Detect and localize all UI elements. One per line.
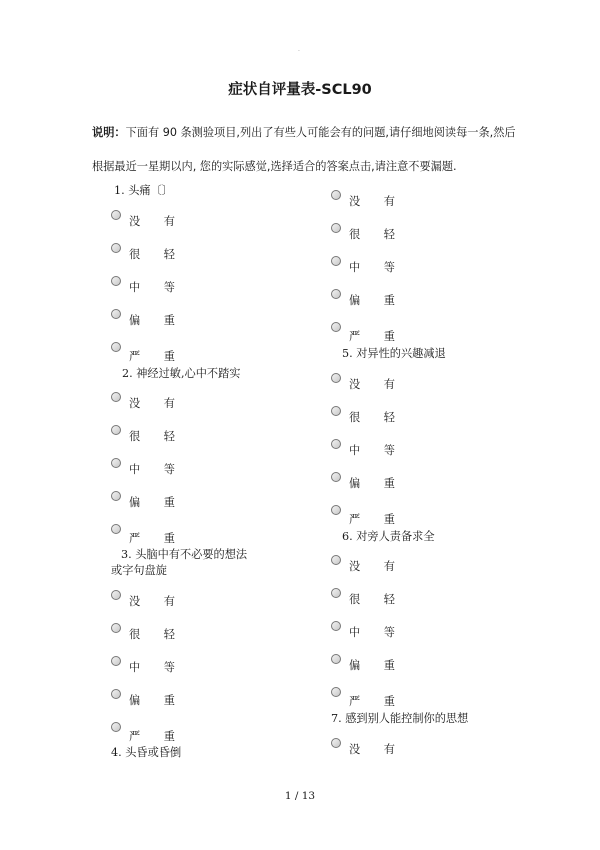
page-mark: . <box>298 46 300 53</box>
radio-icon[interactable] <box>111 590 121 600</box>
radio-icon[interactable] <box>331 223 341 233</box>
option-label: 中 等 <box>129 463 185 476</box>
radio-icon[interactable] <box>111 458 121 468</box>
radio-icon[interactable] <box>331 654 341 664</box>
radio-icon[interactable] <box>111 425 121 435</box>
radio-icon[interactable] <box>331 621 341 631</box>
option-label: 没 有 <box>129 397 185 410</box>
option-label: 偏 重 <box>349 294 405 307</box>
radio-icon[interactable] <box>111 342 121 352</box>
radio-icon[interactable] <box>331 190 341 200</box>
option-label: 严 重 <box>349 330 405 343</box>
option-label: 严 重 <box>129 350 185 363</box>
option-label: 很 轻 <box>349 411 405 424</box>
intro-label: 说明： <box>92 126 126 139</box>
question-5 <box>342 346 446 362</box>
option-label: 没 有 <box>349 195 405 208</box>
option-label: 没 有 <box>129 595 185 608</box>
intro-text-1: 下面有 90 条测验项目,列出了有些人可能会有的问题,请仔细地阅读每一条,然后 <box>125 126 516 139</box>
option-label: 偏 重 <box>349 659 405 672</box>
option-label: 严 重 <box>349 695 405 708</box>
option-label: 没 有 <box>349 378 405 391</box>
question-text: 3. 头脑中有不必要的想法 <box>121 548 248 561</box>
option-label: 偏 重 <box>129 694 185 707</box>
option-label: 严 重 <box>129 532 185 545</box>
radio-icon[interactable] <box>111 722 121 732</box>
radio-icon[interactable] <box>111 656 121 666</box>
option-label: 中 等 <box>129 661 185 674</box>
question-text: 1. 头痛〔〕 <box>114 184 173 197</box>
radio-icon[interactable] <box>111 623 121 633</box>
radio-icon[interactable] <box>331 289 341 299</box>
radio-icon[interactable] <box>331 555 341 565</box>
question-text: 4. 头昏或昏倒 <box>111 746 182 759</box>
option-label: 没 有 <box>349 560 405 573</box>
question-2 <box>122 366 240 382</box>
option-label: 中 等 <box>129 281 185 294</box>
question-7 <box>331 711 468 727</box>
radio-icon[interactable] <box>111 243 121 253</box>
option-label: 没 有 <box>349 743 405 756</box>
option-label: 中 等 <box>349 444 405 457</box>
option-label: 很 轻 <box>129 248 185 261</box>
radio-icon[interactable] <box>111 276 121 286</box>
option-label: 严 重 <box>349 513 405 526</box>
radio-icon[interactable] <box>331 322 341 332</box>
option-label: 偏 重 <box>349 477 405 490</box>
option-label: 很 轻 <box>349 593 405 606</box>
question-text-continued: 或字句盘旋 <box>111 564 167 577</box>
radio-icon[interactable] <box>331 687 341 697</box>
radio-icon[interactable] <box>331 256 341 266</box>
question-text: 5. 对异性的兴趣减退 <box>342 347 446 360</box>
option-label: 严 重 <box>129 730 185 743</box>
radio-icon[interactable] <box>331 588 341 598</box>
radio-icon[interactable] <box>111 210 121 220</box>
option-label: 偏 重 <box>129 314 185 327</box>
radio-icon[interactable] <box>331 439 341 449</box>
page-number: 1 / 13 <box>284 790 316 802</box>
radio-icon[interactable] <box>111 491 121 501</box>
radio-icon[interactable] <box>111 392 121 402</box>
radio-icon[interactable] <box>331 406 341 416</box>
radio-icon[interactable] <box>111 524 121 534</box>
page-title: 症状自评量表-SCL90 <box>228 82 372 98</box>
radio-icon[interactable] <box>331 373 341 383</box>
radio-icon[interactable] <box>331 738 341 748</box>
question-4 <box>111 745 181 761</box>
question-text: 6. 对旁人责备求全 <box>342 530 435 543</box>
question-1 <box>114 183 173 199</box>
option-label: 中 等 <box>349 626 405 639</box>
radio-icon[interactable] <box>331 505 341 515</box>
option-label: 很 轻 <box>349 228 405 241</box>
option-label: 没 有 <box>129 215 185 228</box>
question-text: 7. 感到别人能控制你的思想 <box>331 712 469 725</box>
option-label: 很 轻 <box>129 430 185 443</box>
question-6 <box>342 529 435 545</box>
option-label: 很 轻 <box>129 628 185 641</box>
radio-icon[interactable] <box>111 309 121 319</box>
intro-line-1 <box>92 124 532 140</box>
question-text: 2. 神经过敏,心中不踏实 <box>122 367 241 380</box>
question-3 <box>111 547 247 579</box>
radio-icon[interactable] <box>331 472 341 482</box>
option-label: 偏 重 <box>129 496 185 509</box>
option-label: 中 等 <box>349 261 405 274</box>
radio-icon[interactable] <box>111 689 121 699</box>
intro-line-2: 根据最近一星期以内, 您的实际感觉,选择适合的答案点击,请注意不要漏题. <box>92 160 457 173</box>
